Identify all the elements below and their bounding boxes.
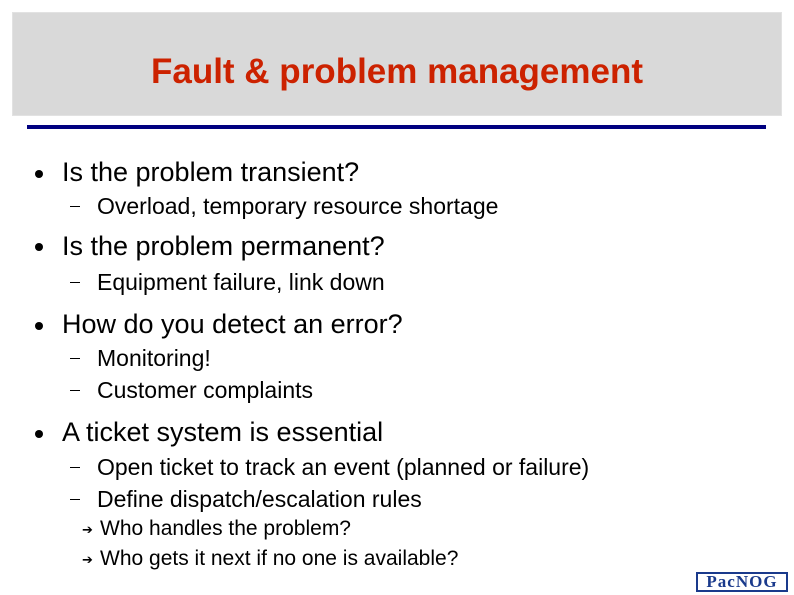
bullet-3-sub-1: Monitoring! (97, 345, 211, 371)
bullet-4-subsub-1: Who handles the problem? (100, 517, 351, 540)
bullet-3-sub-2: Customer complaints (97, 377, 314, 403)
bullet-icon (35, 170, 43, 178)
bullet-4-sub-1: Open ticket to track an event (planned or failure) (97, 454, 590, 480)
dash-icon (70, 499, 80, 500)
dash-icon (70, 467, 80, 468)
dash-icon (70, 206, 80, 207)
bullet-4-sub-2: Define dispatch/escalation rules (97, 486, 422, 512)
pacnog-logo: PacNOG (696, 572, 788, 592)
right-arrow-icon: ➔ (82, 522, 93, 537)
dash-icon (70, 282, 80, 283)
title-divider (27, 125, 766, 129)
slide-title: Fault & problem management (150, 52, 644, 91)
bullet-3-text: How do you detect an error? (62, 309, 403, 339)
bullet-2-text: Is the problem permanent? (62, 231, 385, 261)
right-arrow-icon: ➔ (82, 552, 93, 567)
bullet-4-subsub-2: Who gets it next if no one is available? (100, 547, 459, 570)
bullet-1-text: Is the problem transient? (62, 157, 360, 187)
bullet-1-sub-1: Overload, temporary resource shortage (97, 193, 499, 219)
bullet-icon (35, 243, 43, 251)
dash-icon (70, 358, 80, 359)
bullet-2-sub-1: Equipment failure, link down (97, 269, 385, 295)
bullet-icon (35, 430, 43, 438)
bullet-icon (35, 322, 43, 330)
bullet-4-text: A ticket system is essential (62, 417, 384, 447)
dash-icon (70, 390, 80, 391)
